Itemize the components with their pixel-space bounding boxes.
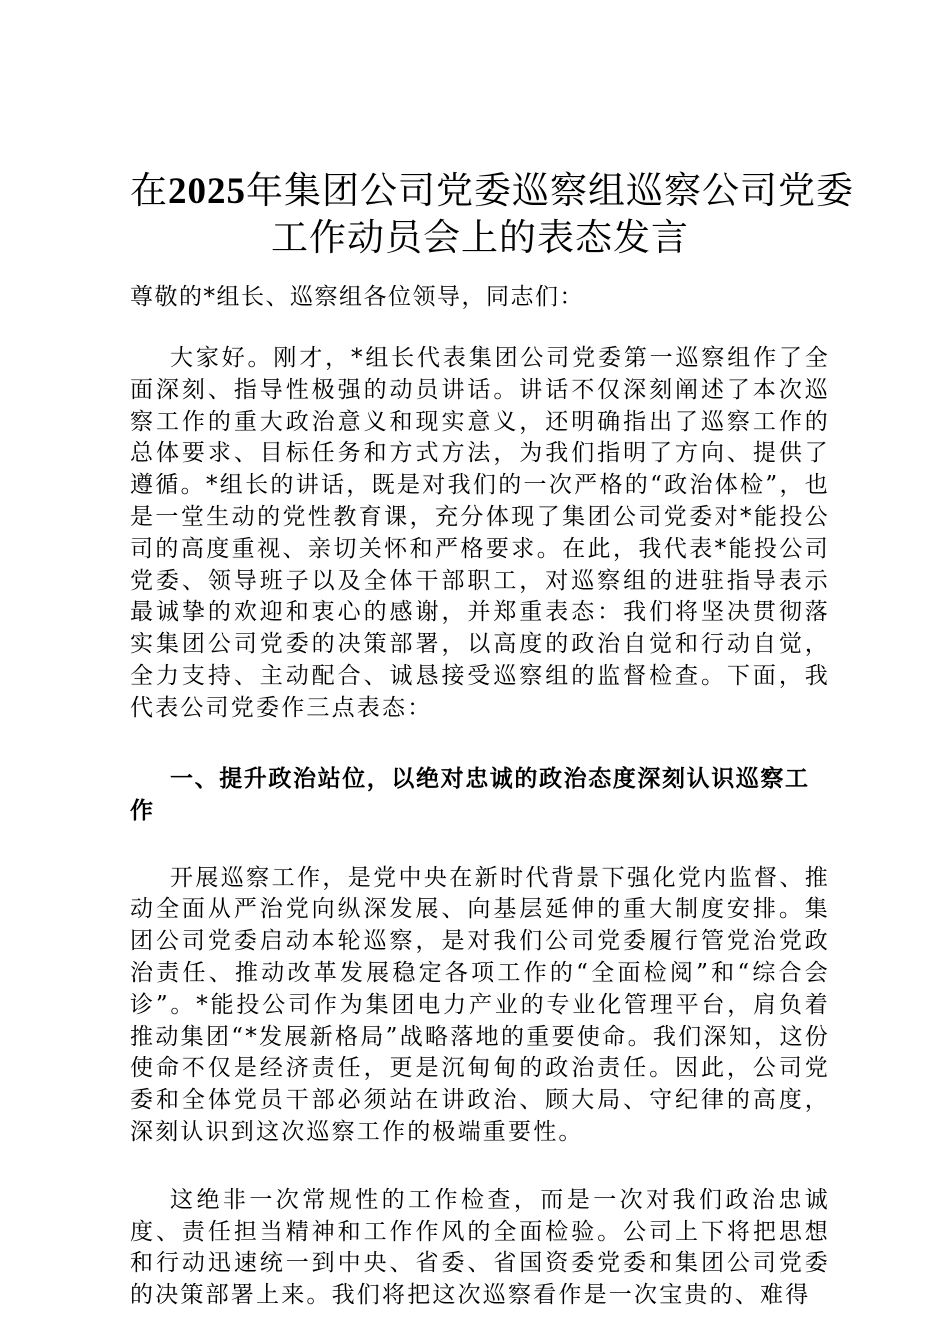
paragraph-section1-continued: 这绝非一次常规性的工作检查，而是一次对我们政治忠诚度、责任担当精神和工作作风的全面检验。公司上下将把思想和行动迅速统一到中央、省委、省国资委党委和集团公司党委的决策部署上来。我们将把这次巡察看作是一次宝贵的、难得 xyxy=(130,1186,830,1309)
paragraph-intro: 大家好。刚才，*组长代表集团公司党委第一巡察组作了全面深刻、指导性极强的动员讲话。讲话不仅深刻阐述了本次巡察工作的重大政治意义和现实意义，还明确指出了巡察工作的总体要求、目标任务和方式方法，为我们指明了方向、提供了遵循。*组长的讲话，既是对我们的一次严格的“政治体检”，也是一堂生动的党性教育课，充分体现了集团公司党委对*能投公司的高度重视、亲切关怀和严格要求。在此，我代表*能投公司党委、领导班子以及全体干部职工，对巡察组的进驻指导表示最诚挚的欢迎和衷心的感谢，并郑重表态：我们将坚决贯彻落实集团公司党委的决策部署，以高度的政治自觉和行动自觉，全力支持、主动配合、诚恳接受巡察组的监督检查。下面，我代表公司党委作三点表态： xyxy=(130,345,830,721)
document-page xyxy=(130,168,854,1312)
title-year: 2025 xyxy=(168,171,246,212)
paragraph-section1-body: 开展巡察工作，是党中央在新时代背景下强化党内监督、推动全面从严治党向纵深发展、向基层延伸的重大制度安排。集团公司党委启动本轮巡察，是对我们公司党委履行管党治党政治责任、推动改革发展稳定各项工作的“全面检阅”和“综合会诊”。*能投公司作为集团电力产业的专业化管理平台，肩负着推动集团“*发展新格局”战略落地的重要使命。我们深知，这份使命不仅是经济责任，更是沉甸甸的政治责任。因此，公司党委和全体党员干部必须站在讲政治、顾大局、守纪律的高度，深刻认识到这次巡察工作的极端重要性。 xyxy=(130,864,830,1145)
title-prefix: 在 xyxy=(130,169,168,212)
title-line-2: 工作动员会上的表态发言 xyxy=(271,216,689,259)
section-heading-1: 一、提升政治站位，以绝对忠诚的政治态度深刻认识巡察工作 xyxy=(130,765,810,824)
title-line1-rest: 年集团公司党委巡察组巡察公司党委 xyxy=(246,169,854,212)
document-title xyxy=(130,168,854,261)
title-line-1 xyxy=(130,168,854,215)
salutation: 尊敬的*组长、巡察组各位领导，同志们： xyxy=(130,284,584,310)
